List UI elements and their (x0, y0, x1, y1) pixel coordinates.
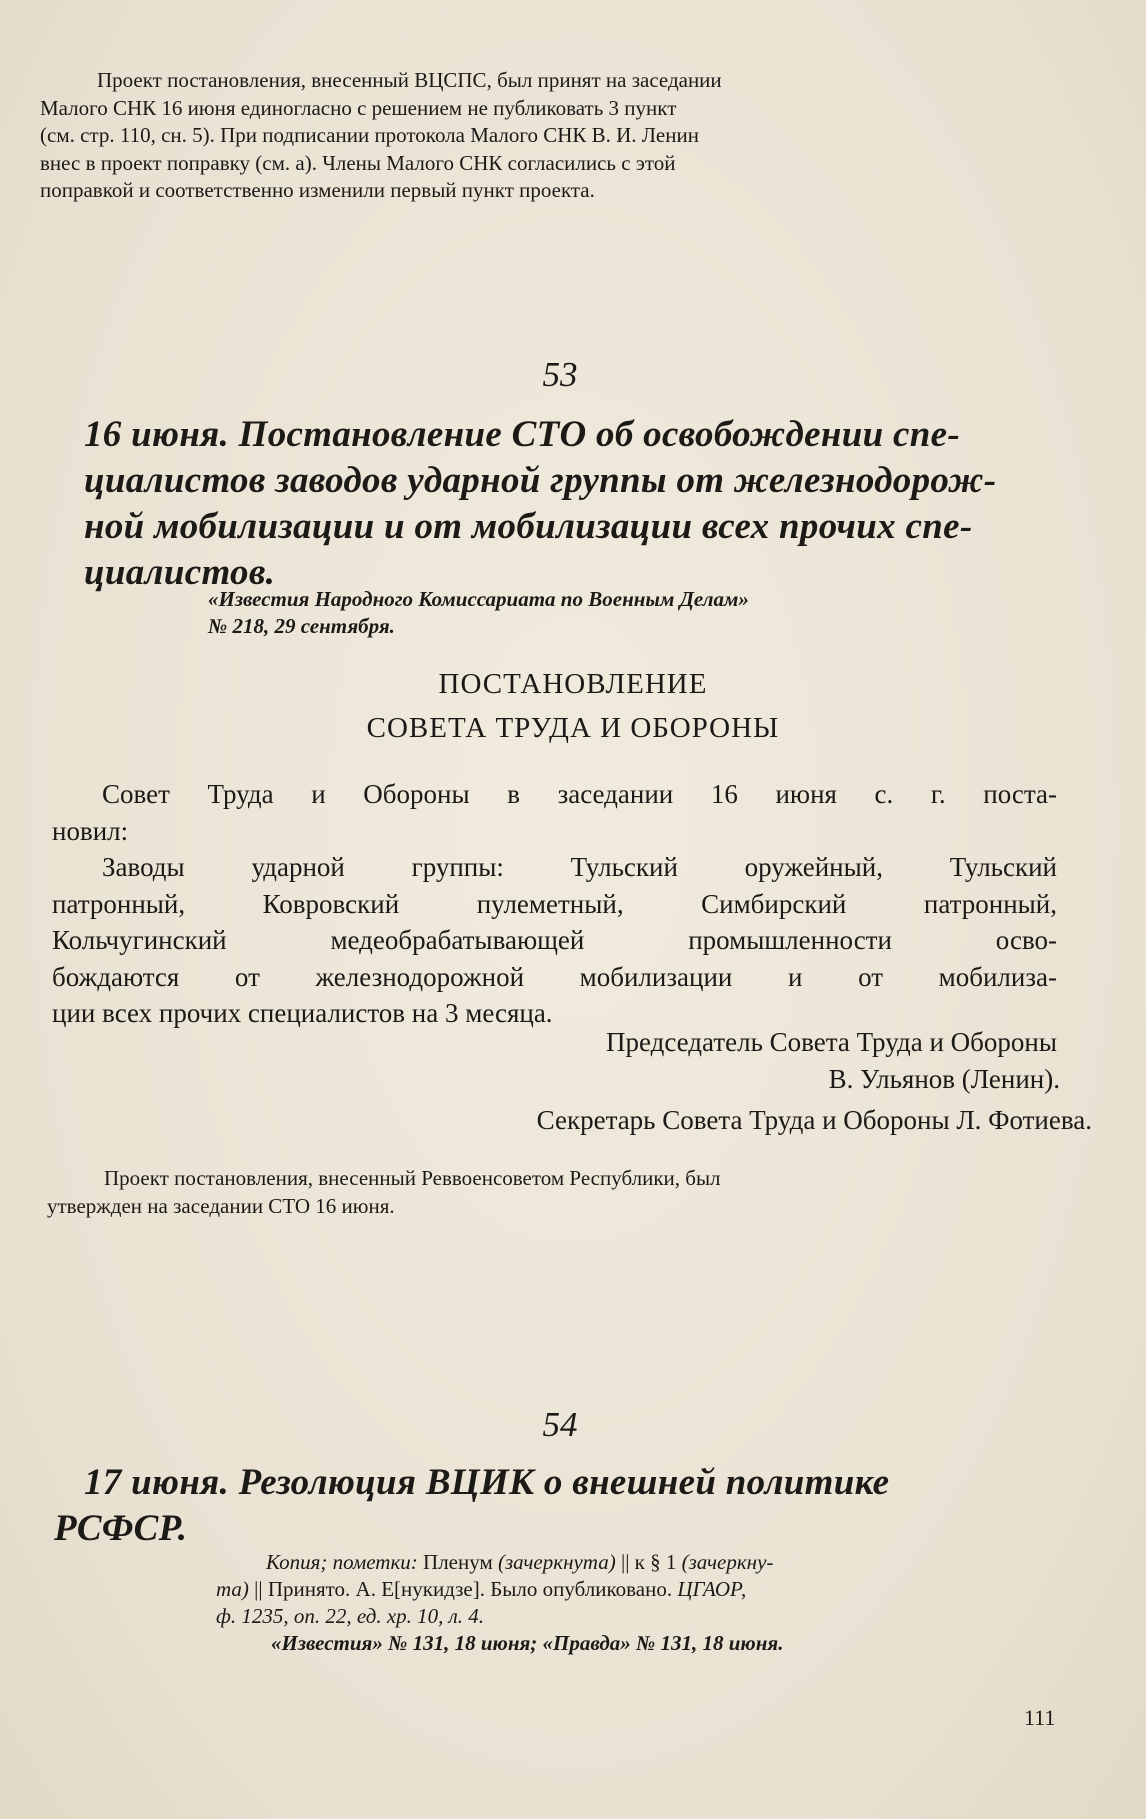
body-line: бождаются от железнодорожной мобилизации и от мобилиза- (52, 961, 1057, 992)
body-line: Кольчугинский медеобрабатывающей промышленности осво- (52, 925, 1057, 955)
archive-text: || к § 1 (615, 1550, 682, 1574)
note-line: (см. стр. 110, сн. 5). При подписании протокола Малого СНК В. И. Ленин (40, 123, 699, 147)
secretary-signature: Секретарь Совета Труда и Обороны Л. Фотиева. (536, 1105, 1092, 1135)
note-line: утвержден на заседании СТО 16 июня. (47, 1193, 395, 1218)
heading-line: циалистов. (84, 552, 276, 593)
heading-line: 16 июня. Постановление СТО об освобождении спе- (84, 414, 960, 455)
signature-line: В. Ульянов (Ленин). (828, 1064, 1060, 1094)
decree-title-line2: СОВЕТА ТРУДА И ОБОРОНЫ (366, 712, 780, 744)
body-line: новил: (52, 815, 129, 846)
source-citation-53 (208, 586, 1068, 640)
archive-text: та) (216, 1577, 249, 1601)
heading-line: циалистов заводов ударной группы от железнодорож- (84, 460, 997, 501)
chairman-signature (300, 1024, 1060, 1098)
body-line: патронный, Ковровский пулеметный, Симбирский патронный, (52, 888, 1057, 919)
note-line: внес в проект поправку (см. а). Члены Малого СНК согласились с этой (40, 150, 676, 175)
document-number-53: 53 (542, 355, 578, 394)
page-number: 111 (1024, 1705, 1056, 1730)
decree-body (52, 776, 1057, 1032)
archive-text: (зачеркну- (681, 1550, 774, 1574)
document-heading-54 (54, 1460, 1064, 1552)
archive-text: ЦГАОР, (677, 1577, 747, 1601)
archive-text: Копия; пометки: (266, 1550, 418, 1574)
intro-note (40, 67, 1055, 205)
decree-note (47, 1165, 1054, 1220)
note-line: Проект постановления, внесенный ВЦСПС, был принят на заседании (97, 68, 722, 92)
note-line: Малого СНК 16 июня единогласно с решением не публиковать 3 пункт (40, 95, 677, 120)
heading-line: 17 июня. Резолюция ВЦИК о внешней политике (84, 1462, 890, 1503)
heading-line: ной мобилизации и от мобилизации всех прочих спе- (84, 506, 973, 547)
heading-line: РСФСР. (54, 1508, 188, 1549)
decree-title-line1: ПОСТАНОВЛЕНИЕ (438, 668, 708, 700)
archive-line: «Известия» № 131, 18 июня; «Правда» № 131, 18 июня. (271, 1631, 784, 1655)
archive-line (266, 1549, 1066, 1576)
document-heading-53 (84, 412, 1064, 596)
archive-line: ф. 1235, оп. 22, ед. хр. 10, л. 4. (216, 1604, 485, 1628)
source-line: «Известия Народного Комиссариата по Военным Делам» (208, 587, 749, 611)
body-line: ции всех прочих специалистов на 3 месяца. (52, 998, 553, 1028)
note-line: поправкой и соответственно изменили первый пункт проекта. (40, 178, 595, 202)
signature-line: Председатель Совета Труда и Обороны (606, 1027, 1057, 1057)
archive-text: || Принято. А. Е[нукидзе]. Было опубликовано. (248, 1577, 678, 1601)
archive-reference-54 (216, 1549, 1066, 1657)
body-line: Заводы ударной группы: Тульский оружейный, Тульский (102, 852, 1057, 882)
source-line: № 218, 29 сентября. (208, 614, 395, 638)
document-number-54: 54 (542, 1405, 578, 1444)
body-line: Совет Труда и Обороны в заседании 16 июня с. г. поста- (102, 779, 1057, 809)
note-line: Проект постановления, внесенный Реввоенсоветом Республики, был (104, 1166, 721, 1190)
decree-title (250, 664, 896, 748)
archive-text: (зачеркнута) (498, 1550, 616, 1574)
archive-line (216, 1576, 1066, 1603)
archive-text: Пленум (417, 1550, 498, 1574)
